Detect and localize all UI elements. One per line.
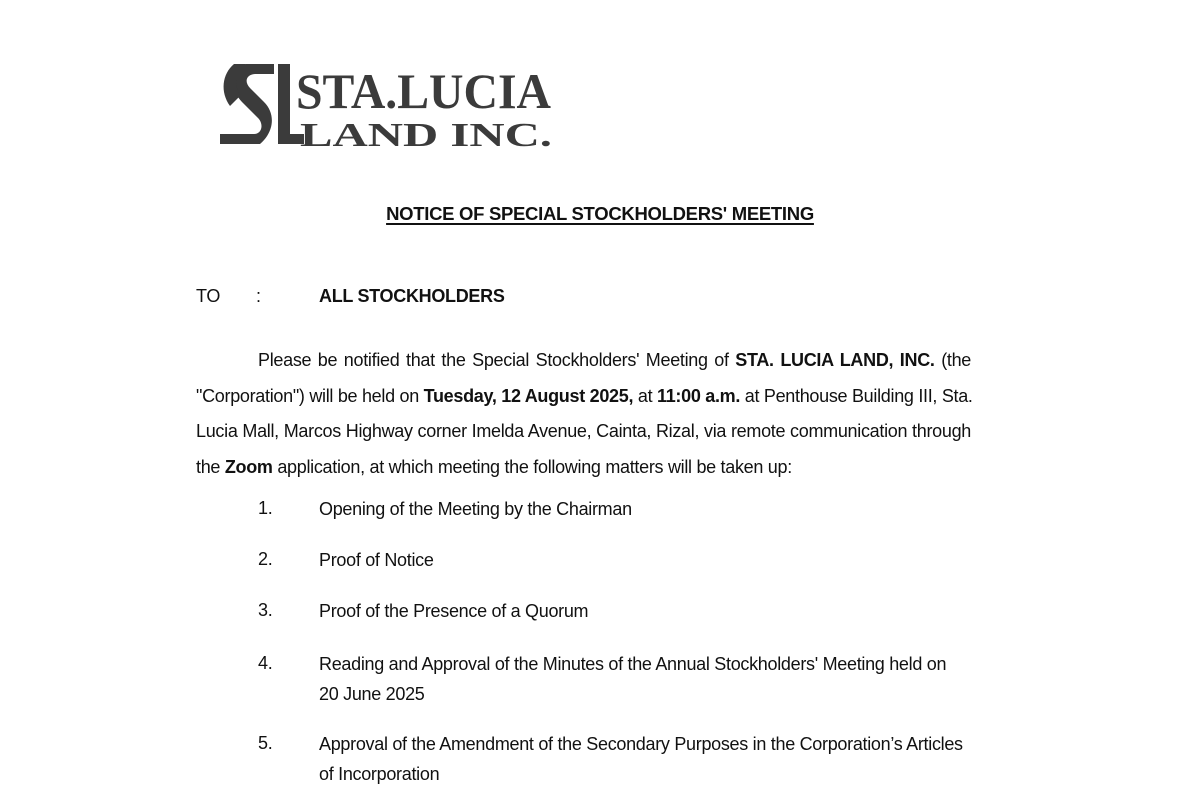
notice-title-text: NOTICE OF SPECIAL STOCKHOLDERS' MEETING <box>386 203 814 224</box>
paragraph-line-3: Lucia Mall, Marcos Highway corner Imelda Avenue, Cainta, Rizal, via remote communication through <box>196 421 971 441</box>
sta-lucia-logo-mark <box>216 60 561 155</box>
agenda-item-number: 3. <box>258 600 273 620</box>
agenda-item-number: 5. <box>258 733 273 753</box>
paragraph-l2-intro: "Corporation") will be held on <box>196 385 419 406</box>
agenda-item-number: 1. <box>258 498 273 518</box>
agenda-item-text: Proof of the Presence of a Quorum <box>319 601 589 621</box>
agenda-item-text: Proof of Notice <box>319 550 434 570</box>
meeting-date: Tuesday, 12 August 2025, <box>423 385 634 406</box>
paragraph-line-2 <box>196 379 971 415</box>
logo-text-line1: STA.LUCIA <box>296 63 551 119</box>
addressee-value: ALL STOCKHOLDERS <box>319 286 505 306</box>
paragraph-l2-at: at <box>637 385 653 406</box>
paragraph-l2-venue: at Penthouse Building III, Sta. <box>744 385 973 406</box>
addressee-colon: : <box>256 286 261 306</box>
agenda-item-text: Opening of the Meeting by the Chairman <box>319 499 632 519</box>
notice-paragraph <box>196 343 971 485</box>
meeting-platform: Zoom <box>224 456 273 477</box>
agenda-item-text: Approval of the Amendment of the Secondary Purposes in the Corporation’s Articles of Incorporation <box>319 734 963 784</box>
addressee-row <box>196 286 796 312</box>
paragraph-l1-end: (the <box>941 350 972 370</box>
paragraph-line-4 <box>196 450 971 486</box>
agenda-item-number: 4. <box>258 653 273 673</box>
addressee-label: TO <box>196 286 221 306</box>
logo-text-line2: LAND INC. <box>300 117 552 154</box>
sta-lucia-logo <box>216 60 561 155</box>
agenda-item-number: 2. <box>258 549 273 569</box>
paragraph-l4-end: application, at which meeting the following matters will be taken up: <box>277 456 792 477</box>
notice-title <box>0 203 1200 225</box>
company-name: STA. LUCIA LAND, INC. <box>735 350 935 370</box>
paragraph-l4-intro: the <box>196 456 221 477</box>
paragraph-line-1 <box>196 343 971 379</box>
meeting-time: 11:00 a.m. <box>657 385 741 406</box>
paragraph-l1-intro: Please be notified that the Special Stockholders' Meeting of <box>258 350 729 370</box>
agenda-item-text: Reading and Approval of the Minutes of the Annual Stockholders' Meeting held on 20 June 2025 <box>319 654 947 704</box>
